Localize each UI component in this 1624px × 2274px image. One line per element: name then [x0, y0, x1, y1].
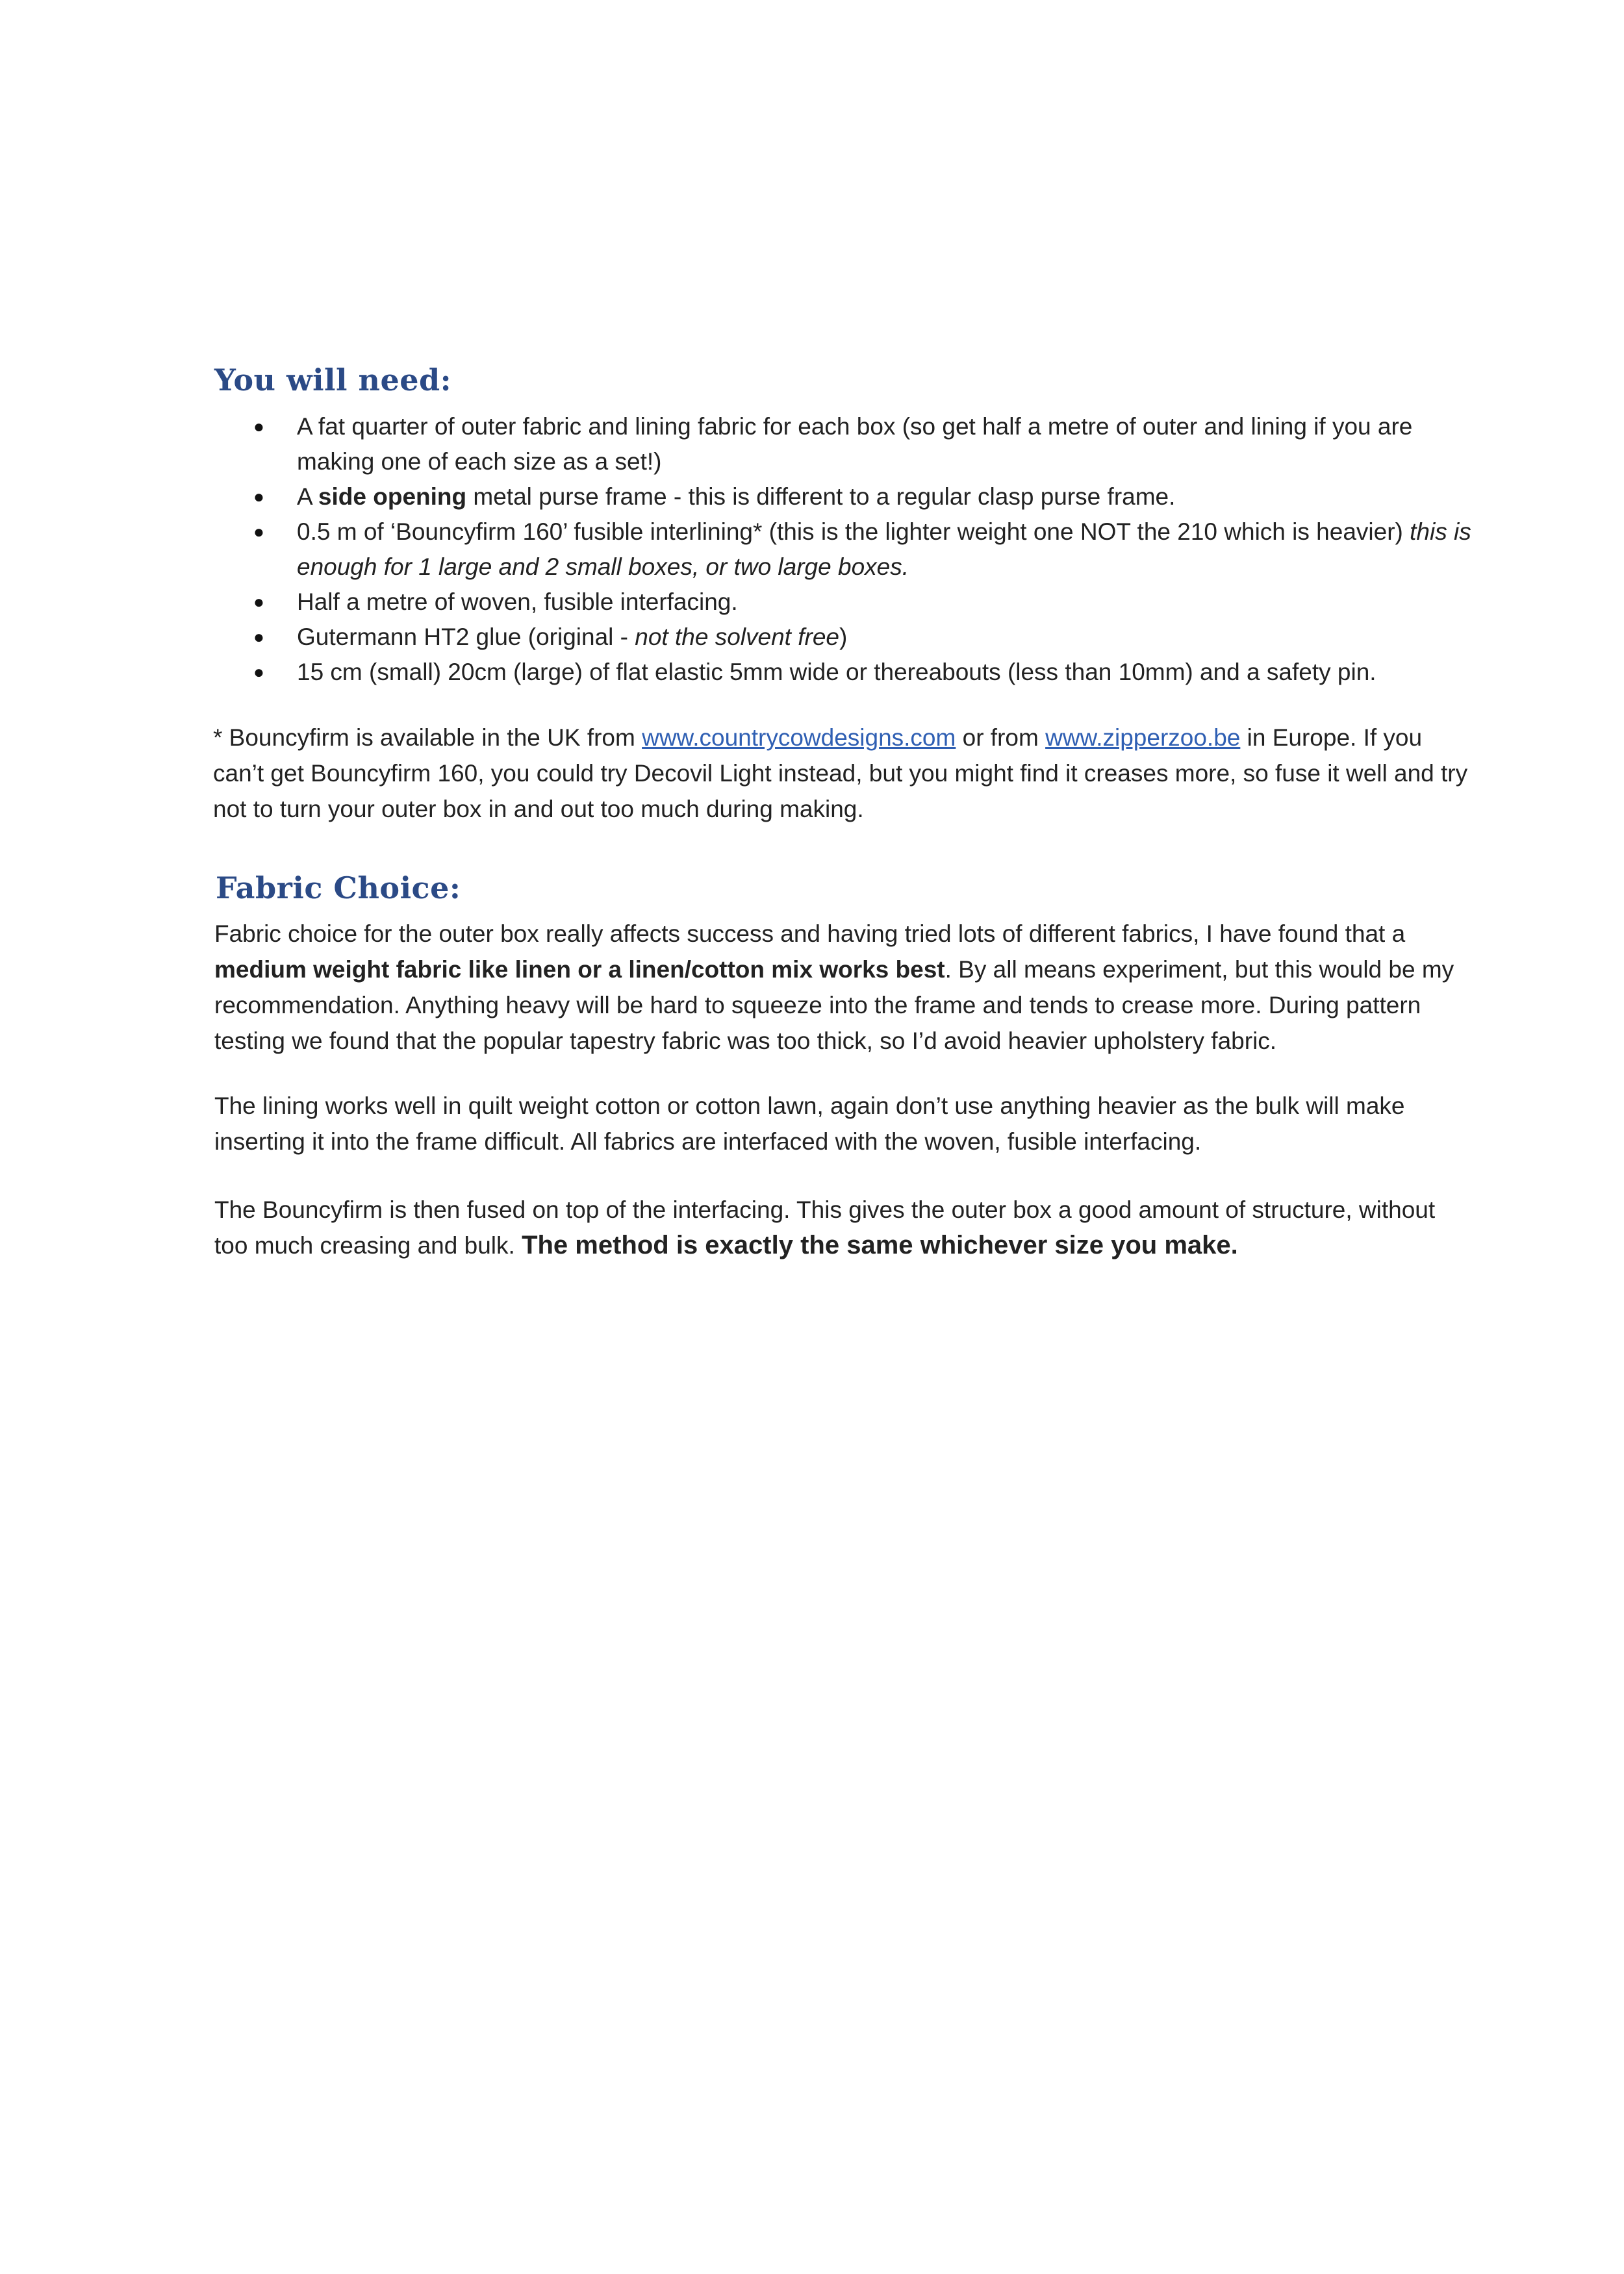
list-item-text: Gutermann HT2 glue (original -: [297, 624, 635, 650]
list-item: [253, 585, 1475, 620]
list-item: [253, 409, 1475, 479]
you-will-need-heading: You will need:: [214, 362, 452, 398]
note-text: in Europe. If you can’t get Bouncyfirm 160, you could try Decovil Light instead, but you might find it creases more, so fuse it well and try not to turn your outer box in and out too much during making.: [213, 724, 1468, 822]
paragraph-text: Fabric choice for the outer box really affects success and having tried lots of different fabrics, I have found that a: [214, 920, 1406, 947]
lining-paragraph: The lining works well in quilt weight cotton or cotton lawn, again don’t use anything heavier as the bulk will make inserting it into the frame difficult. All fabrics are interfaced with the woven, fusible interfacing.: [214, 1093, 1405, 1155]
paragraph-bold-text: The method is exactly the same whichever size you make.: [522, 1231, 1238, 1259]
bouncyfirm-paragraph: [214, 1192, 1475, 1263]
list-item: [253, 655, 1475, 690]
bouncyfirm-availability-note: [213, 720, 1473, 827]
paragraph-bold-text: medium weight fabric like linen or a linen/cotton mix works best: [214, 956, 945, 983]
requirements-list: [253, 409, 1475, 690]
list-item: [253, 479, 1475, 514]
note-text: * Bouncyfirm is available in the UK from: [213, 724, 642, 751]
list-item-bold-text: side opening: [318, 483, 467, 510]
list-item-text: metal purse frame - this is different to a regular clasp purse frame.: [466, 483, 1176, 510]
countrycowdesigns-link[interactable]: www.countrycowdesigns.com: [642, 724, 956, 751]
list-item-text: 0.5 m of ‘Bouncyfirm 160’ fusible interlining* (this is the lighter weight one NOT the 210 which is heavier): [297, 518, 1410, 545]
paragraph-text: The Bouncyfirm is then fused on top of the interfacing. This gives the outer box a good amount of structure, without too much creasing and bulk.: [214, 1196, 1436, 1259]
note-text: or from: [956, 724, 1046, 751]
list-item: [253, 514, 1475, 585]
list-item-text: Half a metre of woven, fusible interfacing.: [297, 588, 738, 615]
list-item-italic-text: this is enough for 1 large and 2 small boxes, or two large boxes.: [297, 518, 1471, 580]
zipperzoo-link[interactable]: www.zipperzoo.be: [1045, 724, 1241, 751]
list-item-text: ): [839, 624, 848, 650]
list-item-text: A: [297, 483, 318, 510]
fabric-choice-paragraph: [214, 916, 1475, 1059]
fabric-choice-heading: Fabric Choice:: [216, 870, 461, 905]
list-item-text: 15 cm (small) 20cm (large) of flat elastic 5mm wide or thereabouts (less than 10mm) and a safety pin.: [297, 659, 1377, 685]
list-item-text: A fat quarter of outer fabric and lining fabric for each box (so get half a metre of outer and lining if you are making one of each size as a set!): [297, 413, 1413, 475]
list-item-italic-text: not the solvent free: [635, 624, 839, 650]
paragraph-text: . By all means experiment, but this would be my recommendation. Anything heavy will be hard to squeeze into the frame and tends to crease more. During pattern testing we found that the popular tapestry fabric was too thick, so I’d avoid heavier upholstery fabric.: [214, 956, 1454, 1054]
list-item: [253, 620, 1475, 655]
